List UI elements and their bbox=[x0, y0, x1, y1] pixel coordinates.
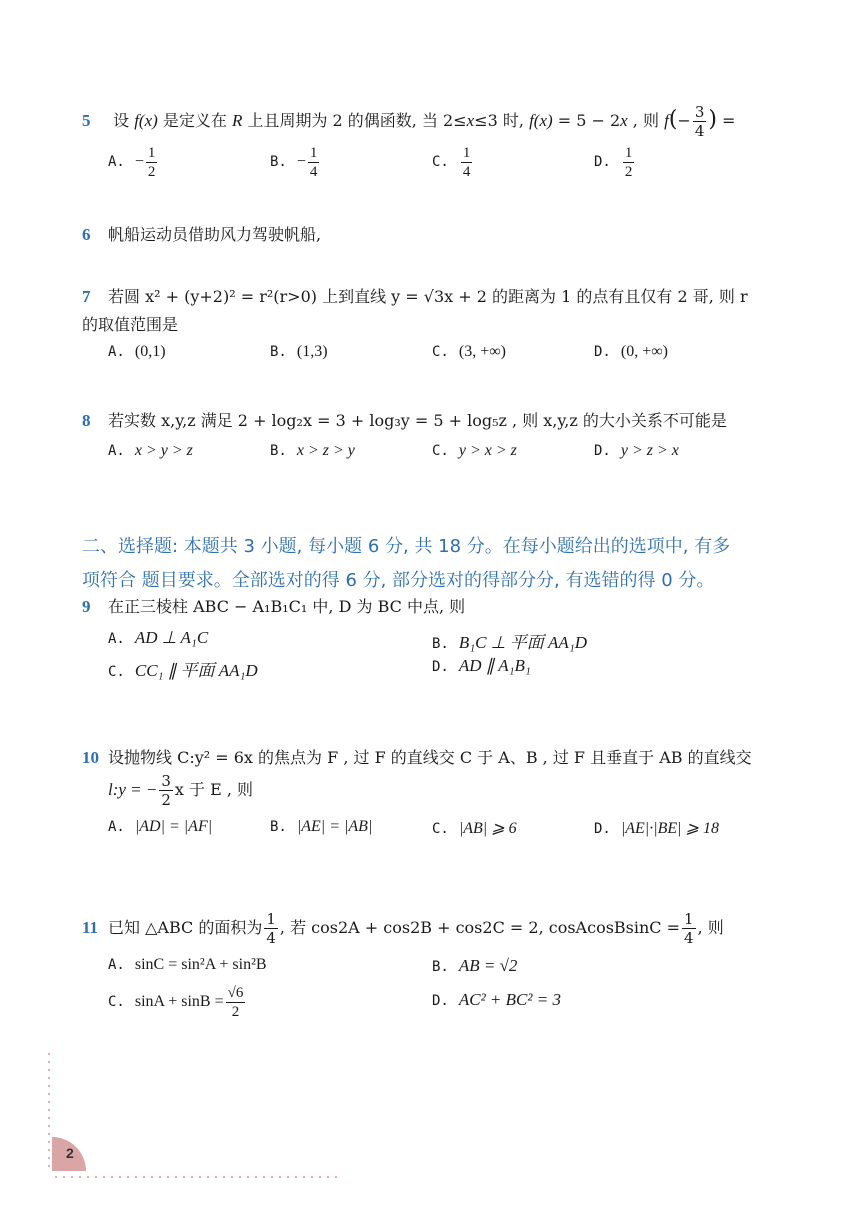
fraction: $\frac{1}{4}$ bbox=[684, 910, 694, 947]
question-5: 5 设 f(x) 是定义在 R 上且周期为 2 的偶函数, 当 2≤x≤3 时, f(x) = 5 − 2x , 则 f(− $\frac{3}{4}$ ) = bbox=[82, 103, 736, 140]
option-a[interactable]: A. x > y > z bbox=[108, 442, 193, 459]
question-9: 9 在正三棱柱 ABC − A₁B₁C₁ 中, D 为 BC 中点, 则 bbox=[82, 593, 808, 621]
page-number: 2 bbox=[66, 1145, 74, 1161]
option-c[interactable]: C. y > x > z bbox=[432, 442, 517, 459]
question-10: 10 设抛物线 C:y² = 6x 的焦点为 F , 过 F 的直线交 C 于 A、B , 过 F 且垂直于 AB 的直线交 bbox=[82, 744, 808, 772]
fraction: $\frac{3}{4}$ bbox=[694, 103, 705, 140]
option-d[interactable]: D. (0, +∞) bbox=[594, 343, 668, 360]
question-10-line2: l:y = − $\frac{3}{2}$ x 于 E , 则 bbox=[108, 772, 254, 809]
option-d[interactable]: D. $\frac{1}{2}$ bbox=[594, 145, 633, 180]
question-number: 11 bbox=[82, 918, 99, 937]
option-b[interactable]: B. AB = √2 bbox=[432, 956, 518, 975]
question-7: 7 若圆 x² + (y+2)² = r²(r>0) 上到直线 y = √3x + 2 的距离为 1 的点有且仅有 2 哥, 则 r 的取值范围是 bbox=[82, 283, 808, 339]
option-b[interactable]: B. x > z > y bbox=[270, 442, 355, 459]
decorative-dots-horizontal bbox=[52, 1176, 342, 1178]
option-d[interactable]: D. |AE|·|BE| ⩾ 18 bbox=[594, 820, 719, 837]
option-a[interactable]: A. (0,1) bbox=[108, 343, 166, 360]
option-c[interactable]: C. |AB| ⩾ 6 bbox=[432, 820, 517, 837]
option-c[interactable]: C. $\frac{1}{4}$ bbox=[432, 145, 471, 180]
question-number: 5 bbox=[82, 111, 91, 130]
option-c[interactable]: C. CC₁ ∥ 平面 AA₁D bbox=[108, 661, 258, 680]
option-d[interactable]: D. AD ∥ A₁B₁ bbox=[432, 656, 531, 675]
question-6: 6 帆船运动员借助风力驾驶帆船, bbox=[82, 221, 808, 249]
option-d[interactable]: D. AC² + BC² = 3 bbox=[432, 990, 561, 1009]
option-a[interactable]: A. sinC = sin²A + sin²B bbox=[108, 956, 267, 973]
page-number-tab bbox=[52, 1137, 86, 1171]
question-number: 8 bbox=[82, 411, 91, 430]
option-a[interactable]: A. AD ⊥ A₁C bbox=[108, 628, 209, 647]
option-b[interactable]: B. B₁C ⊥ 平面 AA₁D bbox=[432, 633, 588, 652]
question-11: 11 已知 △ABC 的面积为 $\frac{1}{4}$ , 若 cos2A + cos2B + cos2C = 2, cosAcosBsinC = $\frac{1}{4}$ , 则 bbox=[82, 910, 724, 947]
question-number: 7 bbox=[82, 287, 91, 306]
option-b[interactable]: B. − $\frac{1}{4}$ bbox=[270, 145, 318, 180]
decorative-dots-vertical bbox=[48, 1050, 50, 1170]
question-number: 10 bbox=[82, 748, 99, 767]
section-heading: 二、选择题: 本题共 3 小题, 每小题 6 分, 共 18 分。在每小题给出的选项中, 有多 项符合 题目要求。全部选对的得 6 分, 部分选对的得部分分, 有选错的得 0 分。 bbox=[82, 536, 731, 591]
fraction: $\frac{1}{4}$ bbox=[266, 910, 276, 947]
option-c[interactable]: C. sinA + sinB = $\frac{√6}{2}$ bbox=[108, 985, 244, 1020]
option-b[interactable]: B. |AE| = |AB| bbox=[270, 818, 373, 835]
option-a[interactable]: A. |AD| = |AF| bbox=[108, 818, 213, 835]
option-a[interactable]: A. − $\frac{1}{2}$ bbox=[108, 145, 156, 180]
option-d[interactable]: D. y > z > x bbox=[594, 442, 679, 459]
question-number: 9 bbox=[82, 597, 91, 616]
option-b[interactable]: B. (1,3) bbox=[270, 343, 328, 360]
question-8: 8 若实数 x,y,z 满足 2 + log₂x = 3 + log₃y = 5 + log₅z , 则 x,y,z 的大小关系不可能是 bbox=[82, 407, 808, 435]
question-number: 6 bbox=[82, 225, 91, 244]
fraction: $\frac{3}{2}$ bbox=[161, 772, 171, 809]
option-c[interactable]: C. (3, +∞) bbox=[432, 343, 506, 360]
